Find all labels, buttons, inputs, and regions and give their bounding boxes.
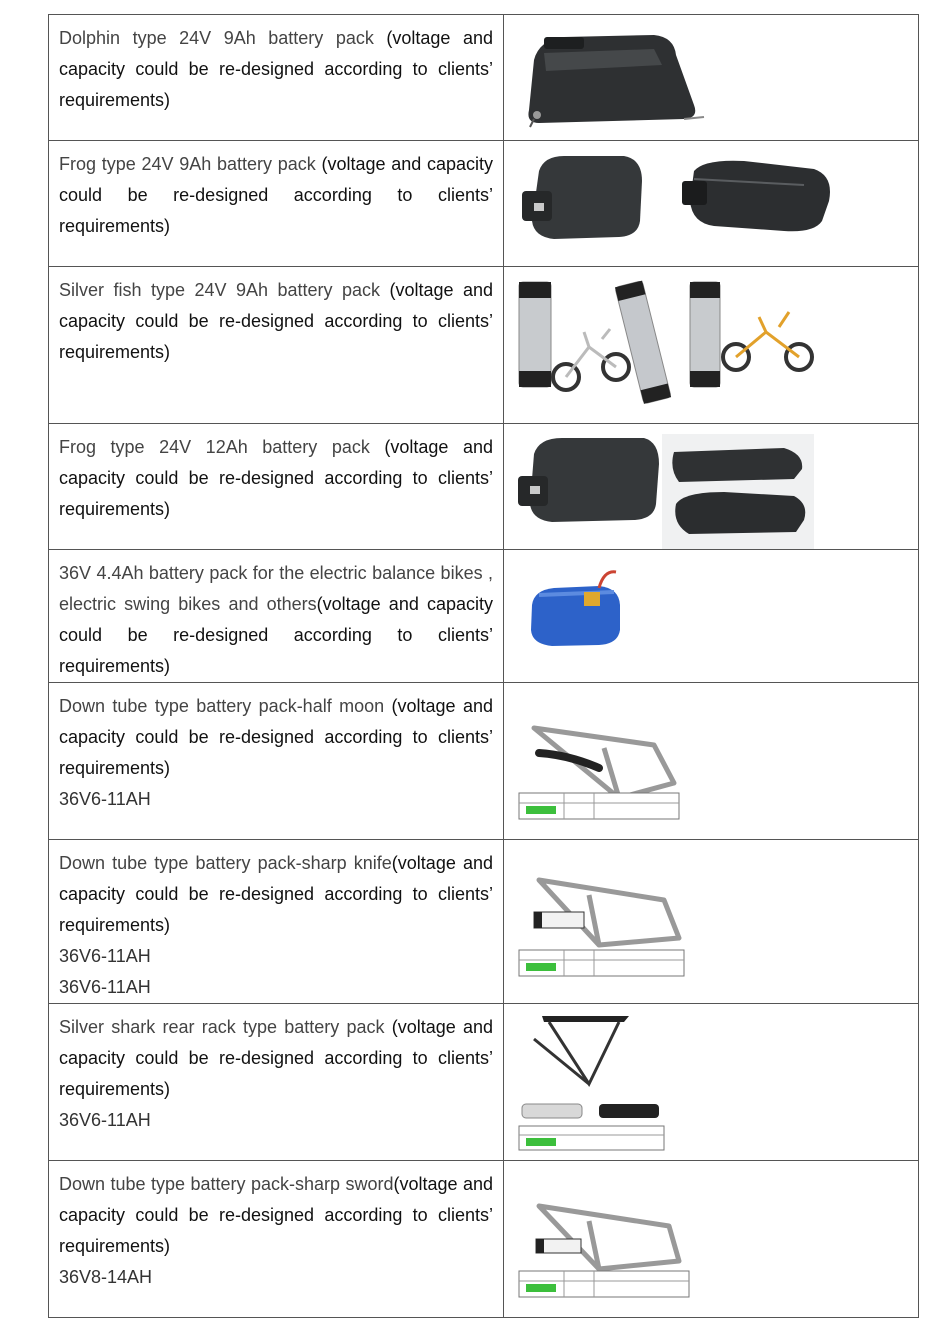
description-cell	[49, 1161, 504, 1318]
product-note: (voltage and capacity could be re-designed according to clients’ requirements)	[59, 437, 493, 519]
description-cell	[49, 550, 504, 683]
image-cell	[504, 550, 919, 683]
product-note: (voltage and capacity could be re-designed according to clients’ requirements)	[59, 853, 493, 935]
frog-battery-icon	[504, 141, 918, 266]
table-row	[49, 1161, 919, 1318]
description-cell	[49, 683, 504, 840]
product-code: 36V6-11AH	[59, 946, 151, 966]
product-name: 36V 4.4Ah battery pack for the electric balance bikes , electric swing bikes and others	[59, 563, 493, 614]
product-note: (voltage and capacity could be re-designed according to clients’ requirements)	[59, 1017, 493, 1099]
table-row	[49, 267, 919, 424]
product-name: Silver fish type 24V 9Ah battery pack	[59, 280, 390, 300]
description-cell	[49, 267, 504, 424]
table-row	[49, 840, 919, 1004]
table-row	[49, 424, 919, 550]
image-cell	[504, 424, 919, 550]
image-cell	[504, 1161, 919, 1318]
product-note: (voltage and capacity could be re-designed according to clients’ requirements)	[59, 280, 493, 362]
product-name: Dolphin type 24V 9Ah battery pack	[59, 28, 387, 48]
description-cell	[49, 141, 504, 267]
product-code: 36V8-14AH	[59, 1267, 153, 1287]
image-cell	[504, 141, 919, 267]
product-name: Down tube type battery pack-sharp sword	[59, 1174, 394, 1194]
product-note: (voltage and capacity could be re-designed according to clients’ requirements)	[59, 696, 493, 778]
table-row	[49, 15, 919, 141]
product-name: Down tube type battery pack-half moon	[59, 696, 392, 716]
image-cell	[504, 15, 919, 141]
product-name: Down tube type battery pack-sharp knife	[59, 853, 392, 873]
product-note: (voltage and capacity could be re-designed according to clients’ requirements)	[59, 1174, 493, 1256]
image-cell	[504, 840, 919, 1004]
product-name: Silver shark rear rack type battery pack	[59, 1017, 392, 1037]
description-cell	[49, 840, 504, 1004]
description-cell	[49, 424, 504, 550]
image-cell	[504, 1004, 919, 1161]
description-cell	[49, 15, 504, 141]
dolphin-battery-icon	[504, 15, 918, 140]
frame-diagram-icon	[504, 840, 918, 996]
product-name: Frog type 24V 12Ah battery pack	[59, 437, 385, 457]
blue-battery-icon	[504, 550, 918, 676]
description-cell	[49, 1004, 504, 1161]
table-row	[49, 141, 919, 267]
product-note: (voltage and capacity could be re-designed according to clients’ requirements)	[59, 154, 493, 236]
frog-battery-icon	[504, 424, 918, 549]
frame-diagram-icon	[504, 683, 918, 839]
product-code: 36V6-11AH	[59, 1110, 151, 1130]
frame-diagram-icon	[504, 1161, 918, 1317]
product-note: (voltage and capacity could be re-designed according to clients’ requirements)	[59, 28, 493, 110]
rear-rack-icon	[504, 1004, 918, 1160]
image-cell	[504, 267, 919, 424]
product-code: 36V6-11AH	[59, 789, 151, 809]
image-cell	[504, 683, 919, 840]
product-table	[48, 14, 919, 1318]
silver-fish-battery-icon	[504, 267, 918, 423]
product-code: 36V6-11AH	[59, 977, 151, 997]
product-name: Frog type 24V 9Ah battery pack	[59, 154, 322, 174]
product-note: (voltage and capacity could be re-designed according to clients’ requirements)	[59, 594, 493, 676]
table-row	[49, 1004, 919, 1161]
table-row	[49, 683, 919, 840]
product-sheet	[48, 14, 898, 1318]
table-row	[49, 550, 919, 683]
